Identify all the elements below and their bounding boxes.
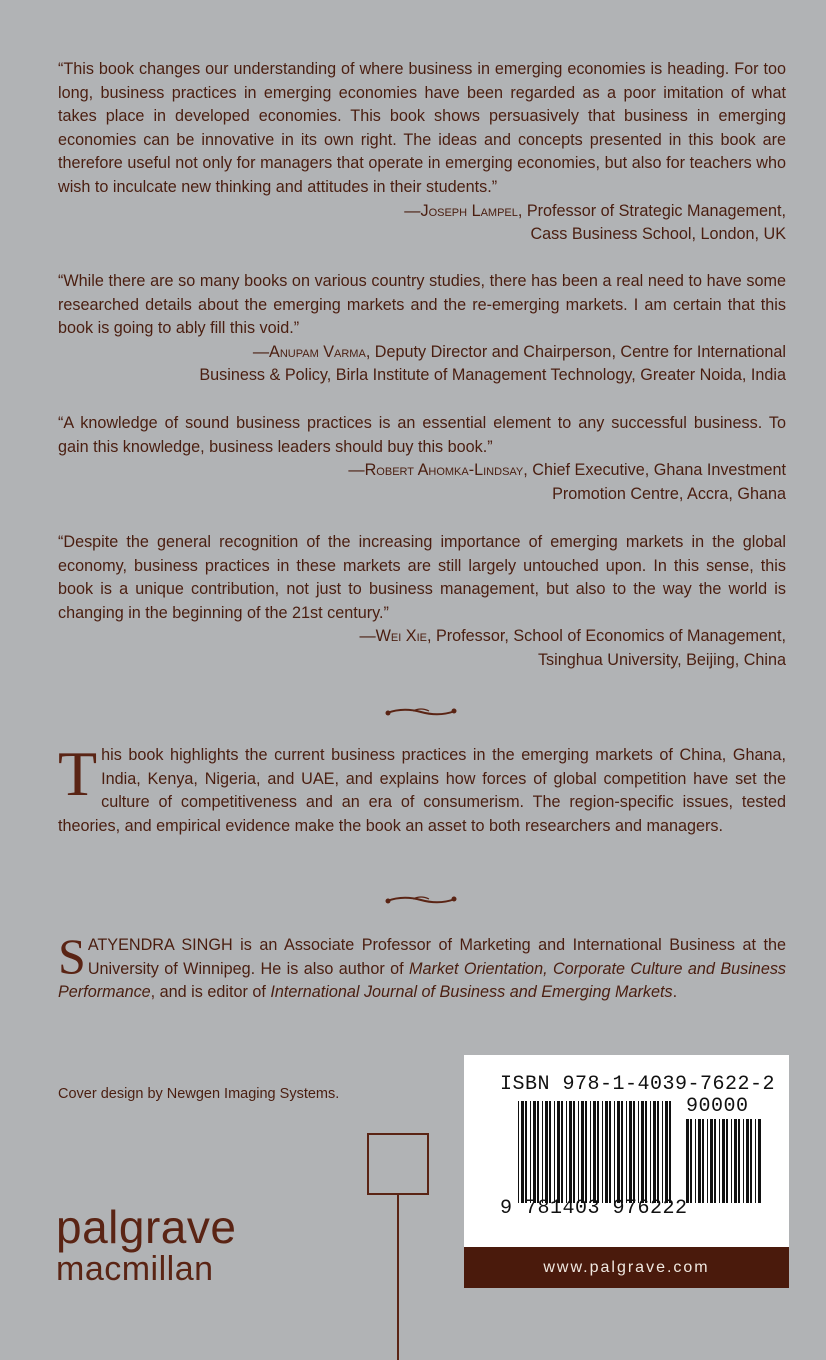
- quote-affiliation: Cass Business School, London, UK: [530, 225, 786, 244]
- quote-text: “This book changes our understanding of where business in emerging economies is heading. For too long, business practices in emerging economies have been regarded as a poor imitation of what takes place in developed economies. This book shows persuasively that business in emerging economies can be innovative in its own right. The ideas and concepts presented in this book are therefore useful not only for managers that operate in emerging economies, but also for teachers who wish to inculcate new thinking and attitudes in their students.”: [58, 60, 786, 196]
- endorsement-quote-1: [58, 58, 786, 247]
- barcode-bar: [690, 1119, 692, 1203]
- dropcap-t: T: [58, 738, 98, 809]
- barcode-bar: [686, 1119, 689, 1203]
- barcode-bar: [669, 1101, 671, 1203]
- barcode-bar: [702, 1119, 704, 1203]
- author-bio: SATYENDRA SINGH is an Associate Professor of Marketing and International Business at the University of Winnipeg. He is also author of Market Orientation, Corporate Culture and Business Performance, and is editor of International Journal of Business and Emerging Markets.: [58, 928, 787, 1002]
- ornament-divider-icon: [383, 893, 459, 907]
- endorsement-quote-4: [58, 531, 786, 673]
- barcode-bar: [554, 1101, 555, 1203]
- quote-author-name: Robert Ahomka-Lindsay: [364, 461, 524, 480]
- barcode-bar: [537, 1101, 539, 1203]
- barcode-bar: [714, 1119, 716, 1203]
- barcode-bar: [549, 1101, 551, 1203]
- book-description: [58, 738, 786, 838]
- barcode-bar: [521, 1101, 524, 1203]
- barcode-bar: [743, 1119, 744, 1203]
- barcode-bar: [542, 1101, 543, 1203]
- quote-affiliation: Tsinghua University, Beijing, China: [537, 650, 786, 669]
- barcode-bar: [566, 1101, 567, 1203]
- barcode-bar: [617, 1101, 620, 1203]
- dropcap-s: S: [58, 928, 86, 984]
- barcode-bar: [665, 1101, 668, 1203]
- endorsement-quote-3: [58, 412, 786, 506]
- barcode-bar: [590, 1101, 591, 1203]
- barcode-bar: [633, 1101, 635, 1203]
- barcode-bar: [545, 1101, 548, 1203]
- barcode-bar: [695, 1119, 696, 1203]
- barcode-bar: [569, 1101, 572, 1203]
- author-name: ATYENDRA SINGH: [87, 936, 233, 954]
- quote-text: “Despite the general recognition of the increasing importance of emerging markets in the global economy, business practices in these markets are still largely untouched upon. In this sense, this book is a unique contribution, not just to business management, but also to the way the world is changing in the beginning of the 21st century.”: [58, 533, 786, 622]
- barcode-bar: [518, 1101, 519, 1203]
- barcode-bar: [738, 1119, 740, 1203]
- barcode-bar: [641, 1101, 644, 1203]
- logo-line-1: palgrave: [56, 1201, 237, 1253]
- barcode-bar: [722, 1119, 725, 1203]
- barcode-bar: [593, 1101, 596, 1203]
- barcode-bar: [758, 1119, 761, 1203]
- barcode-bar: [638, 1101, 639, 1203]
- journal-title: International Journal of Business and Emerging Markets: [270, 983, 673, 1002]
- barcode-bar: [734, 1119, 737, 1203]
- quote-attribution: —Anupam Varma, Deputy Director and Chairperson, Centre for International: [252, 342, 786, 361]
- decorative-frame: [367, 1133, 429, 1195]
- barcode-bar: [557, 1101, 560, 1203]
- logo-line-2: macmillan: [56, 1250, 214, 1288]
- barcode-bar: [533, 1101, 536, 1203]
- barcode-bar: [602, 1101, 603, 1203]
- quote-attribution: —Wei Xie, Professor, School of Economics of Management,: [359, 627, 786, 646]
- barcode-bar: [614, 1101, 615, 1203]
- isbn-text: ISBN 978-1-4039-7622-2: [500, 1073, 776, 1096]
- barcode-bar: [530, 1101, 531, 1203]
- ean-number-text: 9 781403 976222: [500, 1197, 688, 1220]
- barcode-bar: [609, 1101, 611, 1203]
- endorsement-quote-2: [58, 270, 786, 388]
- description-text: his book highlights the current business practices in the emerging markets of China, Ghana, India, Kenya, Nigeria, and UAE, and explains how forces of global competition have set the culture of competitiveness and an era of consumerism. The region-specific issues, tested theories, and empirical evidence make the book an asset to both researchers and managers.: [58, 746, 786, 835]
- barcode-bar: [597, 1101, 599, 1203]
- cover-design-credit: Cover design by Newgen Imaging Systems.: [58, 1086, 340, 1102]
- barcode-bar: [657, 1101, 659, 1203]
- barcode-bar: [578, 1101, 579, 1203]
- quote-attribution: —Joseph Lampel, Professor of Strategic Management,: [404, 201, 786, 220]
- barcode-bar: [710, 1119, 713, 1203]
- quote-text: “A knowledge of sound business practices is an essential element to any successful business. To gain this knowledge, business leaders should buy this book.”: [58, 414, 786, 456]
- barcode-bar: [650, 1101, 651, 1203]
- quote-author-name: Joseph Lampel: [420, 201, 518, 220]
- quote-attribution: —Robert Ahomka-Lindsay, Chief Executive, Ghana Investment: [348, 461, 786, 480]
- barcode-bar: [645, 1101, 647, 1203]
- quote-affiliation: Promotion Centre, Accra, Ghana: [552, 484, 786, 503]
- barcode-bar: [719, 1119, 720, 1203]
- barcode-bar: [626, 1101, 627, 1203]
- publisher-logo: [56, 1201, 237, 1289]
- barcode-bar: [750, 1119, 752, 1203]
- publisher-url: www.palgrave.com: [464, 1247, 789, 1288]
- price-code-text: 90000: [686, 1095, 749, 1118]
- barcode-bar: [707, 1119, 708, 1203]
- barcode-panel: [464, 1055, 789, 1288]
- barcode-bar: [585, 1101, 587, 1203]
- barcode-bar: [561, 1101, 563, 1203]
- ornament-divider-icon: [383, 705, 459, 719]
- barcode-bar: [755, 1119, 756, 1203]
- barcode-bar: [621, 1101, 623, 1203]
- quote-affiliation: Business & Policy, Birla Institute of Management Technology, Greater Noida, India: [199, 366, 786, 385]
- barcode-bar: [726, 1119, 728, 1203]
- barcode-bar: [605, 1101, 608, 1203]
- quote-author-name: Wei Xie: [375, 627, 427, 646]
- book-title-1: Market Orientation, Corporate Culture and Business Performance: [58, 959, 787, 1002]
- barcode-bar: [653, 1101, 656, 1203]
- decorative-line: [397, 1193, 399, 1360]
- barcode-bar: [698, 1119, 701, 1203]
- barcode-bar: [746, 1119, 749, 1203]
- barcode-bar: [525, 1101, 527, 1203]
- barcode-bar: [731, 1119, 732, 1203]
- barcode-bar: [662, 1101, 663, 1203]
- quote-author-name: Anupam Varma: [269, 342, 366, 361]
- barcode-bar: [629, 1101, 632, 1203]
- barcode-bar: [581, 1101, 584, 1203]
- quote-text: “While there are so many books on various country studies, there has been a real need to have some researched details about the emerging markets and the re-emerging markets. I am certain that this book is going to ably fill this void.”: [58, 272, 786, 338]
- barcode-bar: [573, 1101, 575, 1203]
